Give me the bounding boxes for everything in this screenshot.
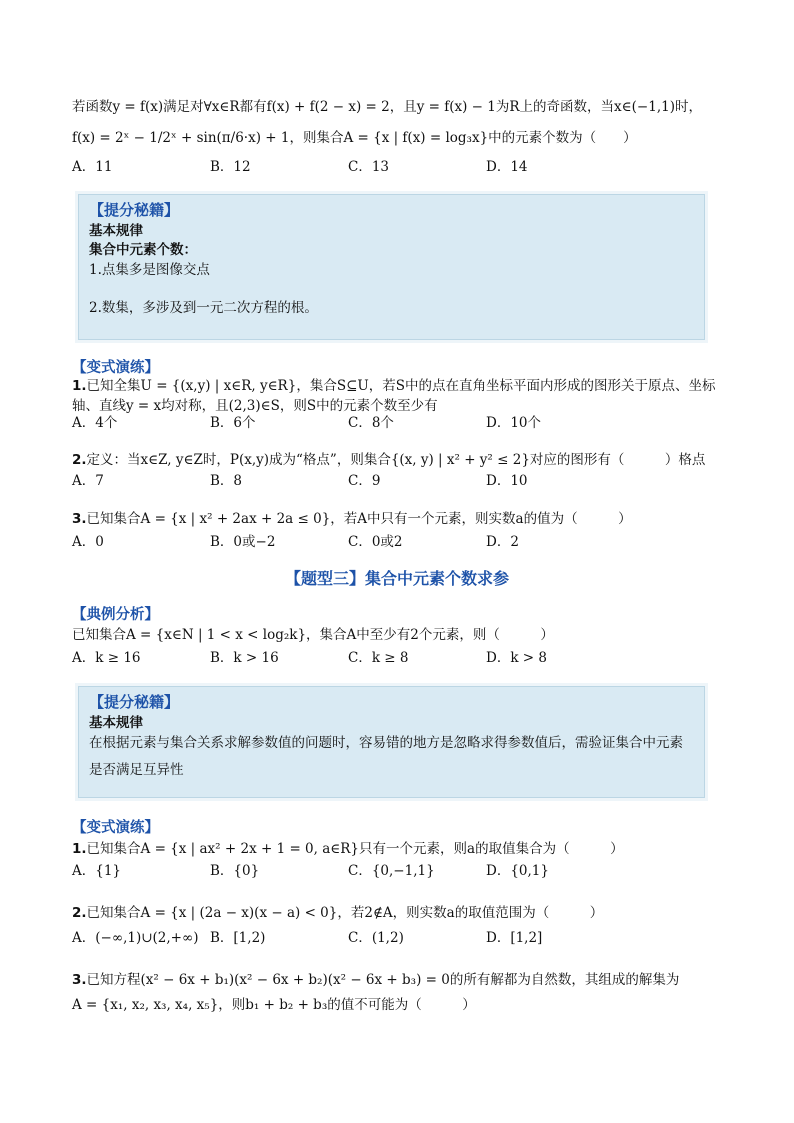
question-number: 2. <box>72 905 87 921</box>
option-d: D．{0,1} <box>486 863 549 879</box>
question-number: 2. <box>72 452 87 468</box>
p1-q2-options <box>72 471 732 491</box>
p1-q1-line-1 <box>72 376 734 396</box>
tip-sub-heading: 集合中元素个数： <box>89 242 197 258</box>
p1-q1-options <box>72 413 732 433</box>
option-a: A．k ≥ 16 <box>72 650 141 666</box>
option-b: B．6个 <box>210 415 256 431</box>
p2-q3-line-2: A = {x₁, x₂, x₃, x₄, x₅}，则b₁ + b₂ + b₃的值不可能为（ ） <box>72 997 476 1013</box>
option-a: A．(−∞,1)∪(2,+∞) <box>72 930 199 946</box>
p1-q2-line-1 <box>72 450 734 470</box>
option-a: A．7 <box>72 473 104 489</box>
tip-line-2: 是否满足互异性 <box>89 762 184 778</box>
option-c: C．k ≥ 8 <box>348 650 409 666</box>
practice-heading-1: 【变式演练】 <box>72 360 159 376</box>
option-a: A．0 <box>72 534 104 550</box>
option-c: C．{0,−1,1} <box>348 863 435 879</box>
example-question: 已知集合A = {x∈N | 1 < x < log₂k}，集合A中至少有2个元素，则（ ） <box>72 627 554 643</box>
option-d: D．[1,2] <box>486 930 543 946</box>
option-b: B．8 <box>210 473 243 489</box>
p1-q3-line-1 <box>72 509 734 529</box>
question-number: 3. <box>72 972 87 988</box>
tip-line-1: 1.点集多是图像交点 <box>89 262 210 278</box>
question-text: 已知方程(x² − 6x + b₁)(x² − 6x + b₂)(x² − 6x + b₃) = 0的所有解都为自然数，其组成的解集为 <box>86 972 680 988</box>
option-c: C．8个 <box>348 415 394 431</box>
question-number: 3. <box>72 511 87 527</box>
question-text: 定义：当x∈Z, y∈Z时，P(x,y)成为“格点”，则集合{(x, y) | x² + y² ≤ 2}对应的图形有（ ）格点 <box>86 452 706 468</box>
option-c: C．13 <box>348 159 390 175</box>
option-d: D．10个 <box>486 415 542 431</box>
option-c: C．(1,2) <box>348 930 404 946</box>
p1-q1-line-2: 轴、直线y = x均对称，且(2,3)∈S，则S中的元素个数至少有 <box>72 398 438 414</box>
option-d: D．k > 8 <box>486 650 547 666</box>
example-options <box>72 648 732 668</box>
tip-box-2 <box>78 686 705 798</box>
question-text: 已知全集U = {(x,y) | x∈R, y∈R}，集合S⊆U，若S中的点在直角坐标平面内形成的图形关于原点、坐标 <box>86 378 716 394</box>
question-text: 已知集合A = {x | ax² + 2x + 1 = 0, a∈R}只有一个元素，则a的取值集合为（ ） <box>86 841 624 857</box>
p2-q2-options <box>72 928 732 948</box>
p1-q3-options <box>72 532 732 552</box>
option-b: B．{0} <box>210 863 260 879</box>
option-a: A．{1} <box>72 863 122 879</box>
option-a: A．11 <box>72 159 113 175</box>
option-d: D．14 <box>486 159 528 175</box>
tip-rule-heading: 基本规律 <box>89 223 143 239</box>
question-number: 1. <box>72 841 87 857</box>
question-text: 已知集合A = {x | (2a − x)(x − a) < 0}，若2∉A，则实数a的取值范围为（ ） <box>86 905 604 921</box>
option-b: B．[1,2) <box>210 930 266 946</box>
tip-title: 【提分秘籍】 <box>89 201 180 219</box>
option-b: B．0或−2 <box>210 534 276 550</box>
p2-q2-line-1 <box>72 903 734 923</box>
practice-heading-2: 【变式演练】 <box>72 820 159 836</box>
tip-line-1: 在根据元素与集合关系求解参数值的问题时，容易错的地方是忽略求得参数值后，需验证集合中元素 <box>89 735 683 751</box>
option-b: B．12 <box>210 159 251 175</box>
tip-line-2: 2.数集，多涉及到一元二次方程的根。 <box>89 300 318 316</box>
p2-q3-line-1 <box>72 970 734 990</box>
option-b: B．k > 16 <box>210 650 279 666</box>
intro-question-line-1: 若函数y = f(x)满足对∀x∈R都有f(x) + f(2 − x) = 2，且y = f(x) − 1为R上的奇函数，当x∈(−1,1)时， <box>72 99 702 115</box>
tip-title: 【提分秘籍】 <box>89 693 180 711</box>
question-number: 1. <box>72 378 87 394</box>
intro-question-line-2: f(x) = 2ˣ − 1/2ˣ + sin(π/6·x) + 1，则集合A = {x | f(x) = log₃x}中的元素个数为（ ） <box>72 130 637 146</box>
intro-options <box>72 157 732 177</box>
option-a: A．4个 <box>72 415 118 431</box>
question-text: 已知集合A = {x | x² + 2ax + 2a ≤ 0}，若A中只有一个元素，则实数a的值为（ ） <box>86 511 632 527</box>
option-c: C．9 <box>348 473 381 489</box>
p2-q1-line-1 <box>72 839 734 859</box>
example-heading: 【典例分析】 <box>72 607 159 623</box>
tip-rule-heading: 基本规律 <box>89 715 143 731</box>
option-d: D．2 <box>486 534 519 550</box>
tip-box-1 <box>78 194 705 340</box>
option-c: C．0或2 <box>348 534 403 550</box>
section-heading: 【题型三】集合中元素个数求参 <box>284 569 509 588</box>
option-d: D．10 <box>486 473 528 489</box>
p2-q1-options <box>72 861 732 881</box>
